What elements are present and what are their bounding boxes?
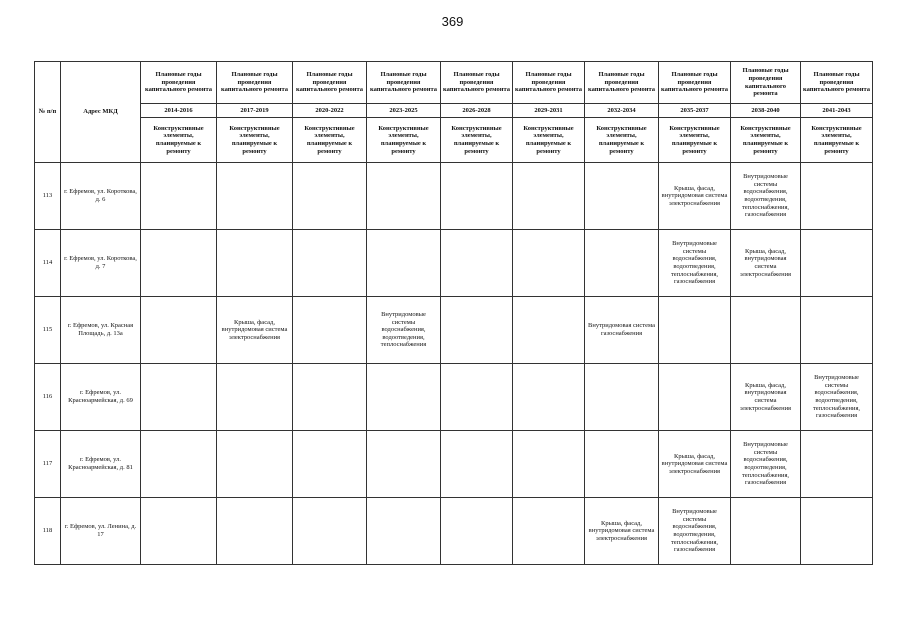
row-cell — [731, 498, 801, 565]
header-period-title: Плановые годы проведения капитального ремонта — [141, 62, 217, 104]
header-row-periods — [35, 104, 873, 118]
row-number: 117 — [35, 431, 61, 498]
header-elements: Конструктивные элементы, планируемые к ремонту — [801, 118, 873, 163]
row-address: г. Ефремов, ул. Короткова, д. 7 — [61, 230, 141, 297]
row-cell — [293, 230, 367, 297]
header-period: 2032-2034 — [585, 104, 659, 118]
row-cell — [367, 163, 441, 230]
row-cell: Внутридомовые системы водоснабжения, водоотведения, теплоснабжения, газоснабжения — [731, 431, 801, 498]
row-cell — [441, 230, 513, 297]
row-cell: Внутридомовая система газоснабжения — [585, 297, 659, 364]
header-period: 2023-2025 — [367, 104, 441, 118]
table-row — [35, 297, 873, 364]
row-cell — [513, 297, 585, 364]
row-cell: Крыша, фасад, внутридомовая система электроснабжения — [659, 163, 731, 230]
row-cell: Внутридомовые системы водоснабжения, водоотведения, теплоснабжения, газоснабжения — [731, 163, 801, 230]
header-period-title: Плановые годы проведения капитального ремонта — [217, 62, 293, 104]
row-cell — [217, 364, 293, 431]
row-cell — [367, 431, 441, 498]
row-cell — [441, 163, 513, 230]
header-period-title: Плановые годы проведения капитального ремонта — [441, 62, 513, 104]
row-cell — [293, 163, 367, 230]
row-cell — [513, 431, 585, 498]
row-address: г. Ефремов, ул. Короткова, д. 6 — [61, 163, 141, 230]
row-cell: Внутридомовые системы водоснабжения, водоотведения, теплоснабжения, газоснабжения — [659, 230, 731, 297]
row-cell — [141, 230, 217, 297]
header-period-title: Плановые годы проведения капитального ремонта — [367, 62, 441, 104]
header-elements: Конструктивные элементы, планируемые к ремонту — [367, 118, 441, 163]
row-cell — [659, 364, 731, 431]
row-cell — [585, 364, 659, 431]
table-row — [35, 230, 873, 297]
row-cell — [141, 364, 217, 431]
header-period: 2038-2040 — [731, 104, 801, 118]
row-cell — [141, 297, 217, 364]
row-cell — [801, 163, 873, 230]
row-cell: Внутридомовые системы водоснабжения, водоотведения, теплоснабжения, газоснабжения — [801, 364, 873, 431]
page-number: 369 — [441, 14, 464, 29]
row-cell — [801, 498, 873, 565]
row-address: г. Ефремов, ул. Красноармейская, д. 81 — [61, 431, 141, 498]
row-cell — [731, 297, 801, 364]
row-cell — [141, 431, 217, 498]
row-cell — [513, 230, 585, 297]
header-period-title: Плановые годы проведения капитального ремонта — [293, 62, 367, 104]
header-elements: Конструктивные элементы, планируемые к ремонту — [141, 118, 217, 163]
row-number: 118 — [35, 498, 61, 565]
row-cell — [217, 498, 293, 565]
row-address: г. Ефремов, ул. Красноармейская, д. 69 — [61, 364, 141, 431]
row-cell — [513, 364, 585, 431]
table-row — [35, 431, 873, 498]
header-num: № п/п — [35, 62, 61, 163]
header-row-elements — [35, 118, 873, 163]
row-number: 113 — [35, 163, 61, 230]
row-number: 116 — [35, 364, 61, 431]
header-period: 2020-2022 — [293, 104, 367, 118]
row-cell — [441, 498, 513, 565]
header-period: 2041-2043 — [801, 104, 873, 118]
row-cell — [441, 364, 513, 431]
header-elements: Конструктивные элементы, планируемые к ремонту — [513, 118, 585, 163]
header-elements: Конструктивные элементы, планируемые к ремонту — [217, 118, 293, 163]
row-cell — [293, 498, 367, 565]
table-row — [35, 163, 873, 230]
row-cell — [441, 431, 513, 498]
row-cell: Внутридомовые системы водоснабжения, водоотведения, теплоснабжения, газоснабжения — [659, 498, 731, 565]
row-cell: Крыша, фасад, внутридомовая система электроснабжения — [731, 364, 801, 431]
row-cell — [367, 230, 441, 297]
header-address: Адрес МКД — [61, 62, 141, 163]
row-cell — [659, 297, 731, 364]
row-cell: Крыша, фасад, внутридомовая система электроснабжения — [585, 498, 659, 565]
header-period: 2017-2019 — [217, 104, 293, 118]
row-number: 114 — [35, 230, 61, 297]
header-elements: Конструктивные элементы, планируемые к ремонту — [731, 118, 801, 163]
row-cell — [513, 498, 585, 565]
row-cell — [141, 498, 217, 565]
row-cell — [293, 431, 367, 498]
row-cell — [585, 163, 659, 230]
row-address: г. Ефремов, ул. Ленина, д. 17 — [61, 498, 141, 565]
table-row — [35, 498, 873, 565]
row-cell — [801, 431, 873, 498]
row-cell: Крыша, фасад, внутридомовая система электроснабжения — [659, 431, 731, 498]
header-period-title: Плановые годы проведения капитального ремонта — [513, 62, 585, 104]
row-cell — [367, 364, 441, 431]
row-address: г. Ефремов, ул. Красная Площадь, д. 13а — [61, 297, 141, 364]
header-period: 2035-2037 — [659, 104, 731, 118]
row-number: 115 — [35, 297, 61, 364]
row-cell — [801, 230, 873, 297]
table-body — [35, 163, 873, 565]
header-elements: Конструктивные элементы, планируемые к ремонту — [441, 118, 513, 163]
header-elements: Конструктивные элементы, планируемые к ремонту — [659, 118, 731, 163]
table-row — [35, 364, 873, 431]
row-cell: Крыша, фасад, внутридомовая система электроснабжения — [217, 297, 293, 364]
header-elements: Конструктивные элементы, планируемые к ремонту — [293, 118, 367, 163]
header-row-period-title — [35, 62, 873, 104]
repair-schedule-table — [34, 61, 873, 565]
row-cell — [441, 297, 513, 364]
row-cell — [513, 163, 585, 230]
row-cell — [801, 297, 873, 364]
row-cell — [141, 163, 217, 230]
row-cell — [217, 163, 293, 230]
header-period: 2026-2028 — [441, 104, 513, 118]
header-period-title: Плановые годы проведения капитального ремонта — [731, 62, 801, 104]
row-cell — [293, 297, 367, 364]
row-cell — [217, 230, 293, 297]
row-cell — [217, 431, 293, 498]
row-cell: Внутридомовые системы водоснабжения, водоотведения, теплоснабжения — [367, 297, 441, 364]
header-period: 2014-2016 — [141, 104, 217, 118]
row-cell — [293, 364, 367, 431]
header-period-title: Плановые годы проведения капитального ремонта — [585, 62, 659, 104]
row-cell — [367, 498, 441, 565]
header-elements: Конструктивные элементы, планируемые к ремонту — [585, 118, 659, 163]
row-cell: Крыша, фасад, внутридомовая система электроснабжения — [731, 230, 801, 297]
row-cell — [585, 230, 659, 297]
header-period: 2029-2031 — [513, 104, 585, 118]
header-period-title: Плановые годы проведения капитального ремонта — [659, 62, 731, 104]
header-period-title: Плановые годы проведения капитального ремонта — [801, 62, 873, 104]
row-cell — [585, 431, 659, 498]
